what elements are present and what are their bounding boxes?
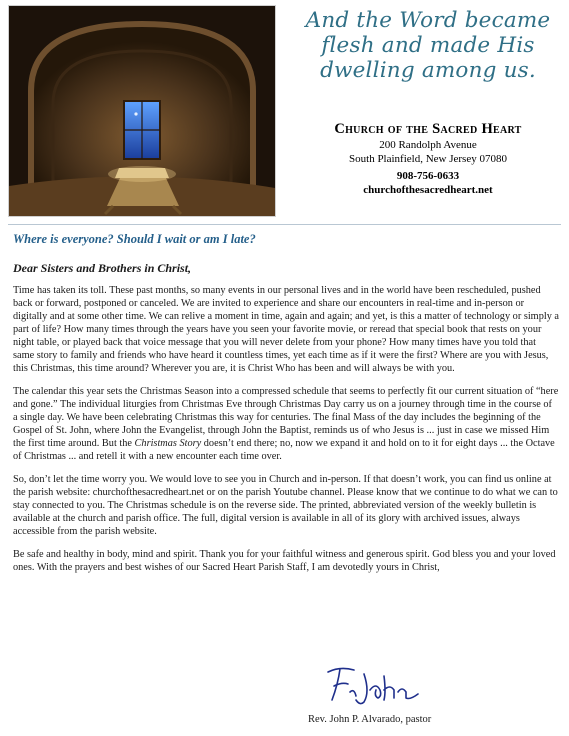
scripture-verse: And the Word became flesh and made His dwelling among us. xyxy=(305,8,551,83)
handwritten-signature xyxy=(320,662,430,707)
paragraph-3: So, don’t let the time worry you. We would love to see you in Church and in-person. If that doesn’t work, you can find us online at the parish website: churchofthesacredheart.net or on the parish Youtube channel. Please know that we continue to do what we can to stay connected to you. The Christmas schedule is on the reverse side. The printed, abbreviated version of the weekly bulletin is available at the church and parish office. The full, digital version is available in all of its glory with archived issues, always accessible from the parish website. xyxy=(13,474,558,537)
paragraph-1: Time has taken its toll. These past months, so many events in our personal lives and in the world have been rescheduled, pushed back or forward, postponed or canceled. We are invited to experience and share our encounters in real-time and in-person or digitally and at some other time. We can relive a moment in time, again and again; and yet, is this a matter of technology or simply a part of life? How many times through the years have you seen your favorite movie, or reread that special book that rests on your night table, or played back that voice message that you will never delete from your phone? How many times have you told that same story to family and friends who have heard it countless times, yet each time as if it were the first? Where are you with Jesus, this Christmas, this time around? Wherever you are, it is Christ Who has been and will always be with you. xyxy=(13,285,559,374)
city-state-zip: South Plainfield, New Jersey 07080 xyxy=(349,153,507,165)
paragraph-4: Be safe and healthy in body, mind and spirit. Thank you for your faithful witness and generous spirit. God bless you and your loved ones. With the prayers and best wishes of our Sacred Heart Parish Staff, I am devotedly yours in Christ, xyxy=(13,549,556,573)
church-name: Church of the Sacred Heart xyxy=(334,121,522,137)
church-contact-block xyxy=(292,120,564,198)
street-address: 200 Randolph Avenue xyxy=(379,139,477,151)
paragraph-2-text-b: doesn’t end there; no, now we expand it and hold on to it for eight days ... the Octave of Christmas ... and retell it with a new encounter each time over. xyxy=(13,438,555,462)
phone-number: 908-756-0633 xyxy=(396,170,460,182)
website-address: churchofthesacredheart.net xyxy=(363,184,493,196)
letter-body xyxy=(13,262,559,584)
christmas-story-italic: Christmas Story xyxy=(134,438,202,449)
paragraph-2 xyxy=(13,385,559,463)
paragraph-2-text-a: The calendar this year sets the Christmas Season into a compressed schedule that seems to perfectly fit our current situation of “here and gone.” The individual liturgies from Christmas Eve through Christmas Day carry us on a journey through time in the course of a single day. We have been celebrating Christmas this way for centuries. The final Mass of the day includes the beginning of the Gospel of St. John, where John the Evangelist, through John the Baptist, reminds us of who Jesus is ... just in case we missed Him the first time around. But the xyxy=(13,386,559,449)
letter-heading: Where is everyone? Should I wait or am I late? xyxy=(13,232,256,246)
header-divider xyxy=(8,224,561,225)
pastor-signoff: Rev. John P. Alvarado, pastor xyxy=(308,714,432,725)
salutation: Dear Sisters and Brothers in Christ, xyxy=(13,261,192,275)
nativity-stable-image xyxy=(8,5,276,217)
letterhead xyxy=(0,0,569,222)
